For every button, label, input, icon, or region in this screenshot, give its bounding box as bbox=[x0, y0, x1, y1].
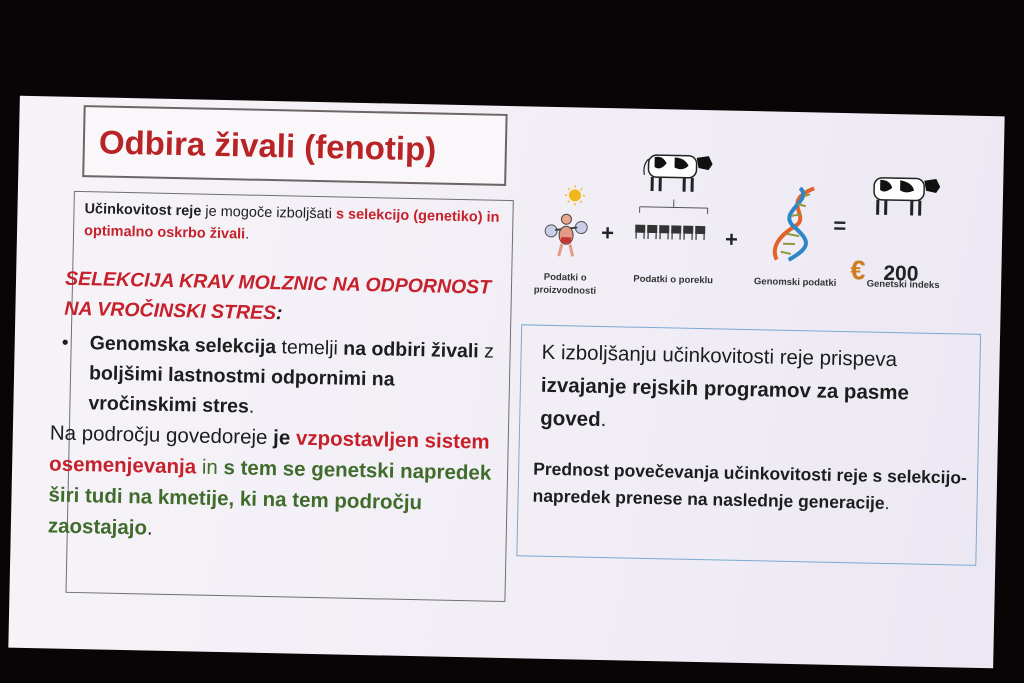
right-text-box bbox=[516, 324, 981, 566]
para-part-8: s tem se genetski napredek širi tudi na kmetije, ki na tem področju zaostajajo bbox=[47, 456, 492, 540]
label-production-data: Podatki o proizvodnosti bbox=[533, 271, 597, 297]
heading-colon: : bbox=[275, 302, 283, 325]
para-part-1: Na področju govedoreje bbox=[49, 421, 274, 450]
intro-emphasis: Učinkovitost reje bbox=[84, 201, 202, 220]
bullet-part-1: Genomska selekcija bbox=[89, 332, 277, 359]
bullet-part-6: . bbox=[248, 395, 255, 418]
equals-operator: = bbox=[833, 212, 847, 239]
heading-text: SELEKCIJA KRAV MOLZNIC NA ODPORNOST NA VROČINSKI STRES bbox=[64, 267, 492, 325]
pedigree-tree-icon bbox=[633, 199, 714, 247]
title-box bbox=[82, 105, 507, 186]
intro-plain: je mogoče izboljšati bbox=[201, 203, 337, 223]
genetic-index-value: 200 bbox=[883, 261, 919, 286]
para-part-4: vzpostavljen sistem osemenjevanja bbox=[48, 426, 490, 479]
para-part-9: . bbox=[146, 516, 153, 540]
slide-title: Odbira živali (fenotip) bbox=[98, 123, 437, 168]
breeding-programs-text bbox=[540, 336, 972, 444]
breeding-paragraph bbox=[48, 417, 500, 550]
label-genomic-data: Genomski podatki bbox=[753, 276, 837, 289]
intro-period: . bbox=[245, 226, 250, 243]
left-text-box bbox=[47, 191, 513, 602]
genetic-index-infographic bbox=[515, 142, 988, 322]
bullet-part-3: na odbiri živali bbox=[343, 337, 479, 363]
label-pedigree-data: Podatki o poreklu bbox=[633, 273, 714, 287]
rb-p1-part-2: izvajanje rejskih programov za pasme goved bbox=[540, 373, 910, 431]
euro-icon: € bbox=[850, 255, 866, 286]
bullet-part-2: temelji bbox=[275, 336, 344, 360]
rb-p1-part-1: K izboljšanju učinkovitosti reje prispeva bbox=[541, 340, 898, 372]
plus-operator-1: + bbox=[600, 219, 615, 246]
label-genetic-index: Genetski indeks bbox=[866, 278, 940, 292]
rb-p1-part-3: . bbox=[600, 407, 607, 432]
presentation-slide bbox=[8, 96, 1004, 669]
cow-icon-result bbox=[864, 169, 945, 219]
bullet-part-5: boljšimi lastnostmi odpornimi na vročinskimi stres bbox=[88, 362, 395, 418]
bullet-text bbox=[88, 328, 496, 426]
strongman-sun-icon bbox=[543, 185, 591, 260]
rb-p2-part-1: Prednost povečevanja učinkovitosti reje s selekcijo- napredek prenese na naslednje generacije bbox=[532, 458, 968, 513]
bullet-part-4: z bbox=[478, 340, 495, 363]
intro-highlight: s selekcijo (genetiko) in optimalno oskrbo živali bbox=[83, 206, 500, 243]
intro-text bbox=[84, 198, 505, 251]
para-part-2: je bbox=[272, 426, 291, 450]
advantage-text bbox=[532, 456, 967, 519]
rb-p2-part-2: . bbox=[884, 492, 890, 514]
plus-operator-2: + bbox=[724, 226, 739, 252]
bullet-dot-icon: • bbox=[61, 331, 69, 354]
para-part-6: in bbox=[201, 455, 219, 479]
dna-helix-icon bbox=[769, 185, 823, 262]
cow-icon-pedigree bbox=[636, 145, 715, 197]
selection-heading bbox=[64, 264, 505, 333]
